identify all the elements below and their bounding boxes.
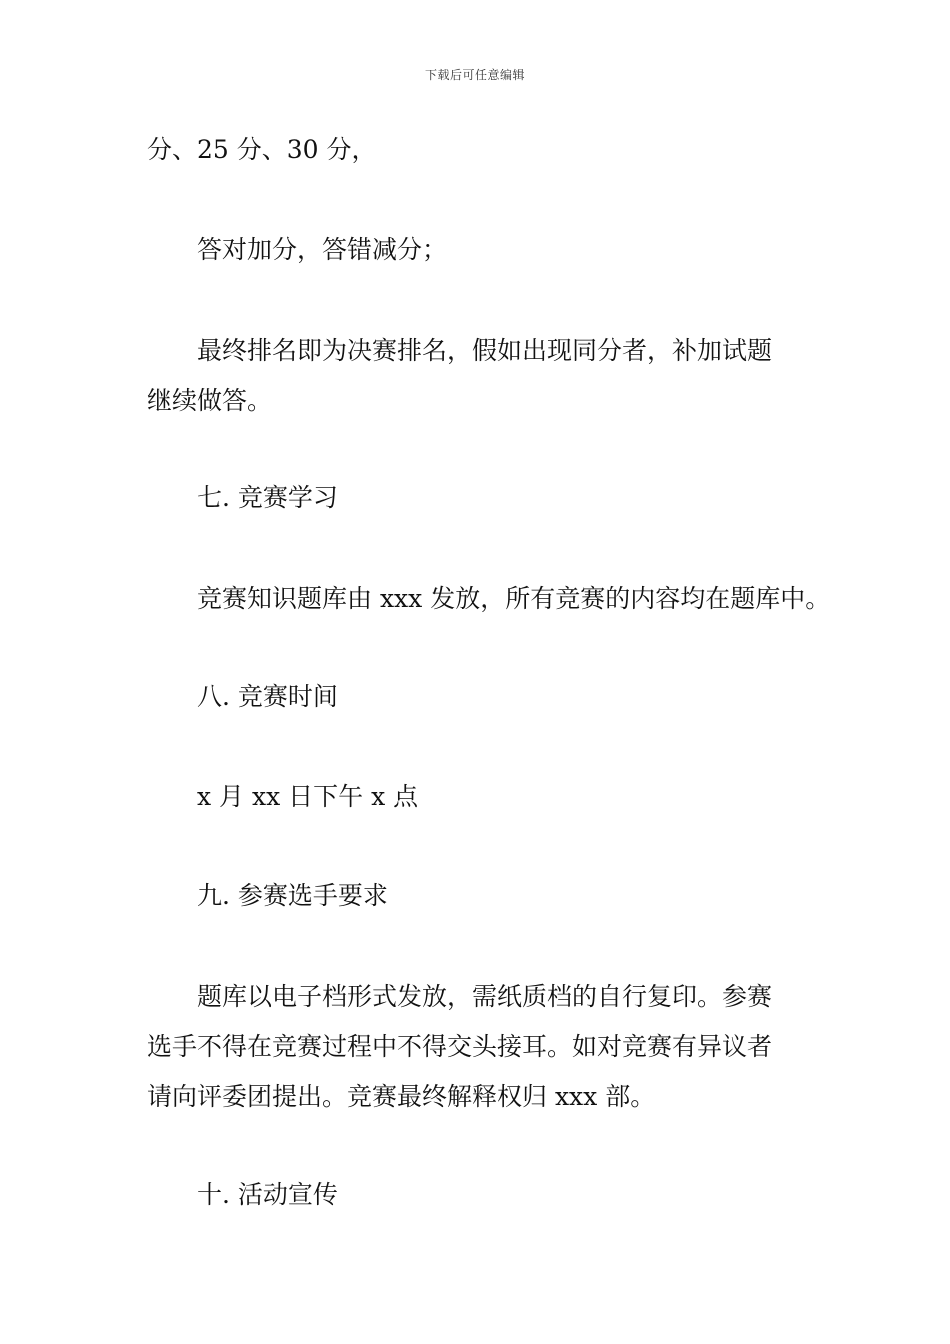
- paragraph-requirements-line-1: 题库以电子档形式发放，需纸质档的自行复印。参赛: [197, 982, 773, 1011]
- section-heading-study: 七. 竞赛学习: [197, 483, 338, 512]
- section-heading-time: 八. 竞赛时间: [197, 682, 338, 711]
- paragraph-requirements-line-2: 选手不得在竞赛过程中不得交头接耳。如对竞赛有异议者: [147, 1032, 773, 1061]
- section-heading-promotion: 十. 活动宣传: [197, 1180, 338, 1209]
- paragraph-competition-time: x 月 xx 日下午 x 点: [197, 782, 419, 811]
- page-header-note: 下载后可任意编辑: [424, 68, 525, 82]
- paragraph-requirements-line-3: 请向评委团提出。竞赛最终解释权归 xxx 部。: [147, 1082, 656, 1111]
- paragraph-scoring-rule: 答对加分，答错减分；: [197, 235, 448, 264]
- paragraph-ranking-line-1: 最终排名即为决赛排名，假如出现同分者，补加试题: [197, 336, 773, 365]
- paragraph-score-values: 分、25 分、30 分，: [147, 135, 377, 164]
- paragraph-ranking-line-2: 继续做答。: [147, 386, 273, 415]
- paragraph-question-bank: 竞赛知识题库由 xxx 发放，所有竞赛的内容均在题库中。: [197, 584, 831, 613]
- section-heading-requirements: 九. 参赛选手要求: [197, 881, 388, 910]
